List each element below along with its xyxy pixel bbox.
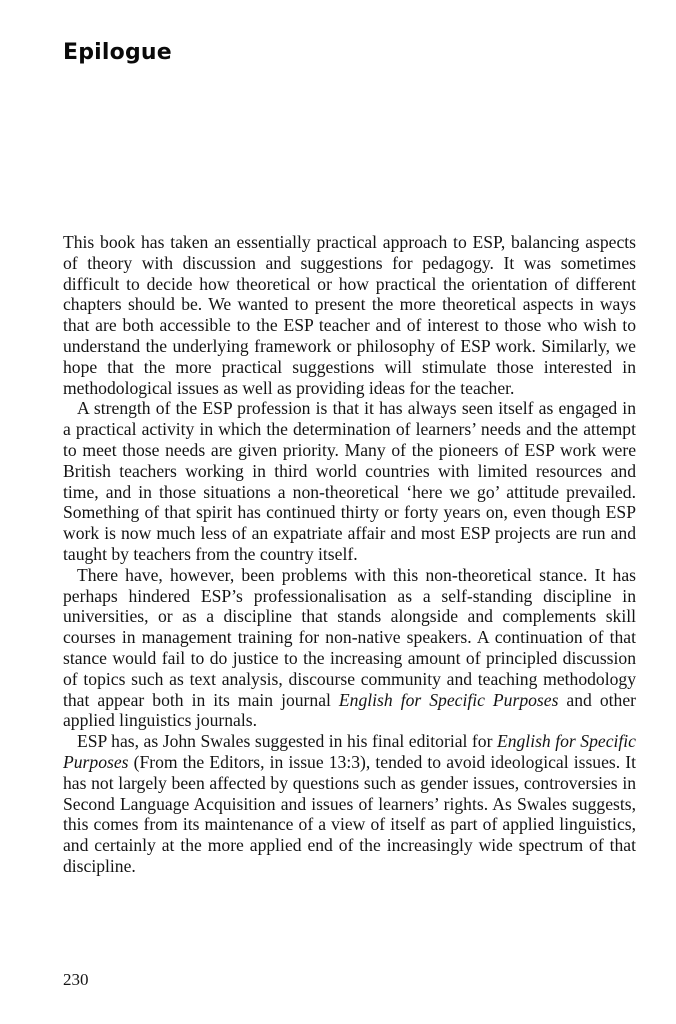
text-segment: A strength of the ESP profession is that it has always seen itself as engaged in a practical activity in which the determination of learners’ needs and the attempt to meet those needs are given priority. Many of the pioneers of ESP work were British teachers working in third world countries with limited resources and time, and in those situations a non-theoretical ‘here we go’ attitude prevailed. Something of that spirit has continued thirty or forty years on, even though ESP work is now much less of an expatriate affair and most ESP projects are run and taught by teachers from the country itself. bbox=[63, 398, 636, 564]
text-segment: This book has taken an essentially practical approach to ESP, balancing aspects of theory with discussion and suggestions for pedagogy. It was sometimes difficult to decide how theoretical or how practical the orientation of different chapters should be. We wanted to present the more theoretical aspects in ways that are both accessible to the ESP teacher and of interest to those who wish to understand the underlying framework or philosophy of ESP work. Similarly, we hope that the more practical suggestions will stimulate those interested in methodological issues as well as providing ideas for the teacher. bbox=[63, 232, 636, 398]
text-segment: ESP has, as John Swales suggested in his final editorial for bbox=[77, 731, 497, 752]
paragraph bbox=[63, 565, 636, 731]
journal-title-italic: English for Specific Purposes bbox=[338, 689, 559, 710]
page-number: 230 bbox=[63, 970, 89, 989]
paragraph bbox=[63, 731, 636, 877]
body-text bbox=[63, 232, 636, 877]
text-segment: There have, however, been problems with this non-theoretical stance. It has perhaps hindered ESP’s professionalisation as a self-standing discipline in universities, or as a discipline that stands alongside and complements skill courses in management training for non-native speakers. A continuation of that stance would fail to do justice to the increasing amount of principled discussion of topics such as text analysis, discourse community and teaching methodology that appear both in its main journal bbox=[63, 564, 636, 710]
journal-title-italic: English for Specific Purposes bbox=[63, 731, 636, 772]
text-segment: and other applied linguistics journals. bbox=[63, 689, 636, 731]
paragraph bbox=[63, 398, 636, 564]
paragraph bbox=[63, 232, 636, 398]
chapter-title: Epilogue bbox=[63, 40, 172, 65]
text-segment: (From the Editors, in issue 13:3), tended to avoid ideological issues. It has not largely been affected by questions such as gender issues, controversies in Second Language Acquisition and issues of learners’ rights. As Swales suggests, this comes from its maintenance of a view of itself as part of applied linguistics, and certainly at the more applied end of the increasingly wide spectrum of that discipline. bbox=[63, 751, 636, 876]
